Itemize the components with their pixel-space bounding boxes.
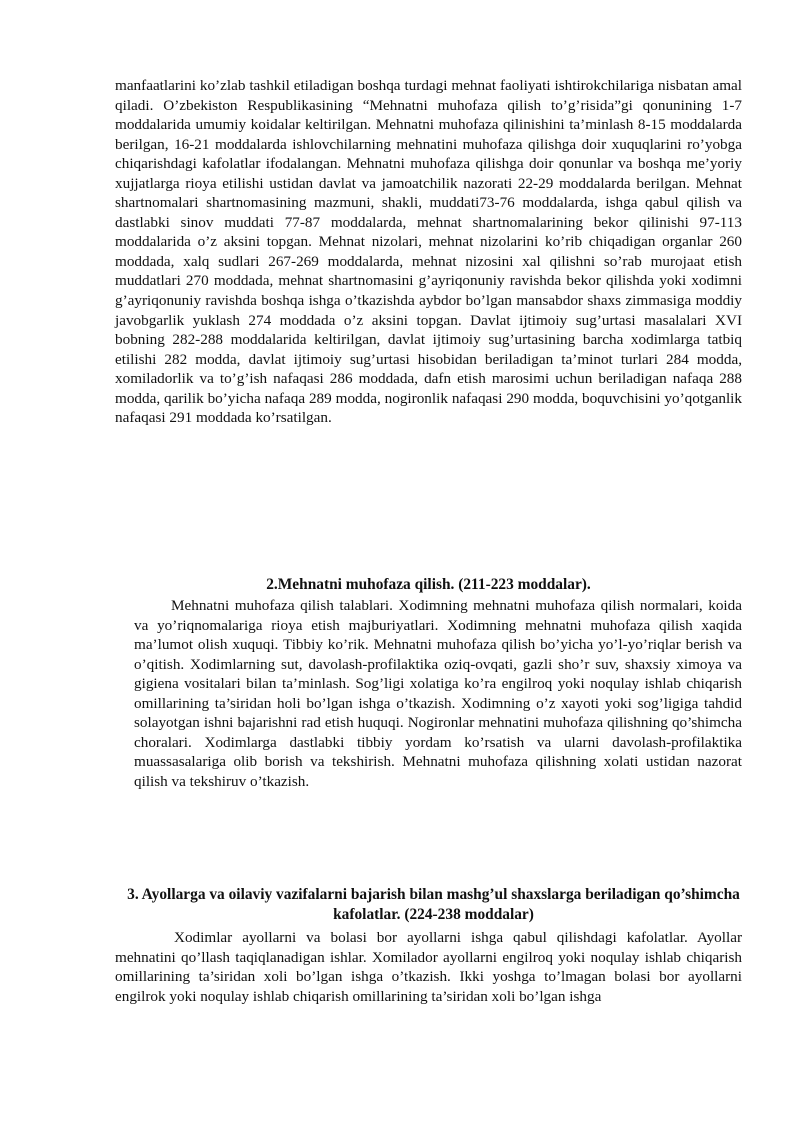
section3-heading: 3. Ayollarga va oilaviy vazifalarni bajarish bilan mashg’ul shaxslarga beriladigan qo’shimcha kafolatlar. (224-238 moddalar) (127, 886, 740, 923)
section2-heading: 2.Mehnatni muhofaza qilish. (211-223 moddalar). (266, 576, 591, 593)
intro-paragraph: manfaatlarini ko’zlab tashkil etiladigan boshqa turdagi mehnat faoliyati ishtirokchilariga nisbatan amal qiladi. O’zbekiston Respublikasining “Mehnatni muhofaza qilish to’g’risida”gi qonunining 1-7 moddalarida umumiy koidalar keltirilgan. Mehnatni muhofaza qilinishini ta’minlash 8-15 moddalarda berilgan, 16-21 moddalarda ishlovchilarning mehnatini muhofaza qilishga doir xuquqlarini ro’yobga chiqarishdagi kafolatlar ifodalangan. Mehnatni muhofaza qilishga doir qonunlar va boshqa me’yoriy xujjatlarga rioya etilishi ustidan davlat va jamoatchilik nazorati 22-29 moddalarda berilgan. Mehnat shartnomalari shartnomasining mazmuni, shakli, muddati73-76 moddalarda, ishga qabul qilish va dastlabki sinov muddati 77-87 moddalarda, mehnat shartnomalarining bekor qilinishi 97-113 moddalarida o’z aksini topgan. Mehnat nizolari, mehnat nizolarini ko’rib chiqadigan organlar 260 moddada, xalq sudlari 267-269 moddalarda, mehnat nizosini xal qilishni so’rab murojaat etish muddatlari 270 moddada, mehnat shartnomasini g’ayriqonuniy ravishda bekor qilishda yoki xodimni g’ayriqonuniy ravishda boshqa ishga o’tkazishda aybdor bo’lgan mansabdor shaxs zimmasiga moddiy javobgarlik yuklash 274 moddada o’z aksini topgan. Davlat ijtimoiy sug’urtasi masalalari XVI bobning 282-288 moddalarida keltirilgan, davlat ijtimoiy sug’urtasining barcha xodimlarga tatbiq etilishi 282 modda, davlat ijtimoiy sug’urtasi hisobidan beriladigan ta’minot turlari 284 modda, xomiladorlik va to’g’ish nafaqasi 286 moddada, dafn etish marosimi uchun beriladigan nafaqa 288 modda, qarilik bo’yicha nafaqa 289 modda, nogironlik nafaqasi 290 modda, boquvchisini yo’qotganlik nafaqasi 291 moddada ko’rsatilgan. (115, 77, 742, 427)
section3-paragraph: Xodimlar ayollarni va bolasi bor ayollarni ishga qabul qilishdagi kafolatlar. Ayollar mehnatini qo’llash taqiqlanadigan ishlar. Xomilador ayollarni engilroq yoki noqulay ishlab chiqarish omillarining ta’siridan xoli bo’lgan ishga o’tkazish. Ikki yoshga to’lmagan bolasi bor ayollarni engilrok yoki noqulay ishlab chiqarish omillarining ta’siridan xoli bo’lgan ishga (115, 929, 742, 1005)
section2-paragraph: Mehnatni muhofaza qilish talablari. Xodimning mehnatni muhofaza qilish normalari, koida va yo’riqnomalariga rioya etish majburiyatlari. Xodimning mehnatni muhofaza qilish xaqida ma’lumot olish xuquqi. Tibbiy ko’rik. Mehnatni muhofaza qilish bo’yicha yo’l-yo’riqlar berish va o’qitish. Xodimlarning sut, davolash-profilaktika oziq-ovqati, gazli sho’r suv, shaxsiy ximoya va gigiena vositalari bilan ta’minlash. Sog’ligi xolatiga ko’ra engilroq yoki noqulay ishlab chiqarish omillarining ta’siridan holi bo’lgan ishga o’tkazish. Xodimning o’z xayoti yoki sog’ligiga tahdid solayotgan ishni bajarishni rad etish huquqi. Nogironlar mehnatini muhofaza qilishning qo’shimcha choralari. Xodimlarga dastlabki tibbiy yordam ko’rsatish va ularni davolash-profilaktika muassasalariga olib borish va tekshirish. Mehnatni muhofaza qilishning xolati ustidan nazorat qilish va tekshiruv o’tkazish. (134, 597, 742, 790)
